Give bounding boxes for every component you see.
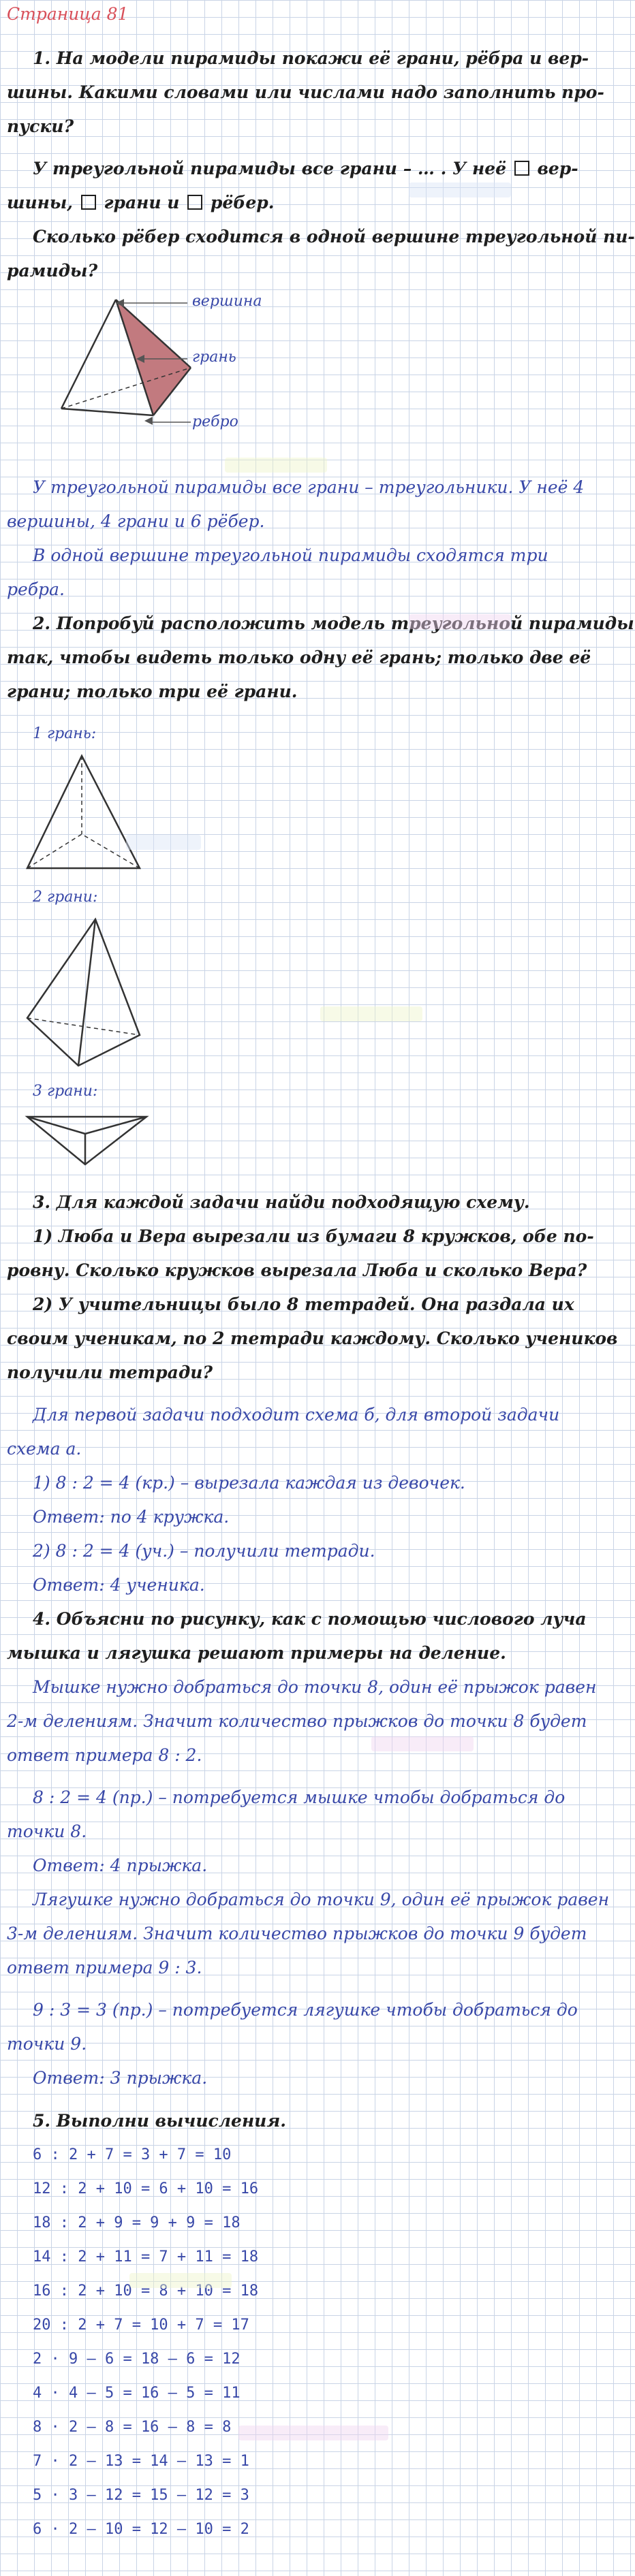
task4-answer-line: Мышке нужно добраться до точки 8, один её прыжок равен (33, 1677, 597, 1697)
task1-fill-text: рёбер. (210, 193, 275, 212)
calc-line: 6 · 2 – 10 = 12 – 10 = 2 (33, 2521, 249, 2538)
watermark-stamp (225, 458, 327, 473)
pyramid-edge (61, 300, 116, 409)
task4-answer-line: ответ примера 8 : 2. (7, 1745, 202, 1765)
task3-question-line: 1) Люба и Вера вырезали из бумаги 8 кружков, обе по- (33, 1226, 594, 1246)
task4-answer-line: ответ примера 9 : 3. (7, 1958, 202, 1977)
label-vertex: вершина (192, 293, 262, 310)
calc-line: 20 : 2 + 7 = 10 + 7 = 17 (33, 2317, 249, 2334)
calc-line: 14 : 2 + 11 = 7 + 11 = 18 (33, 2248, 259, 2265)
calc-line: 4 · 4 – 5 = 16 – 5 = 11 (33, 2385, 241, 2402)
task2-question-line: 2. Попробуй расположить модель треугольной пирамиды (33, 614, 634, 633)
task3-answer-line: 1) 8 : 2 = 4 (кр.) – вырезала каждая из девочек. (33, 1473, 465, 1493)
pyramid-edge (61, 409, 153, 415)
task3-answer-line: Ответ: 4 ученика. (33, 1575, 205, 1595)
label-three-faces: 3 грани: (33, 1083, 98, 1100)
task2-question-line: грани; только три её грани. (7, 682, 298, 701)
task3-answer-line: Для первой задачи подходит схема б, для второй задачи (33, 1405, 560, 1425)
task4-answer-line: Лягушке нужно добраться до точки 9, один её прыжок равен (33, 1890, 610, 1909)
task1-question-line: шины. Какими словами или числами надо заполнить про- (7, 82, 604, 102)
task4-answer-line: точки 8. (7, 1822, 87, 1841)
pyramid-two-faces (20, 912, 157, 1076)
task3-question-line: 3. Для каждой задачи найди подходящую схему. (33, 1192, 530, 1212)
watermark-stamp (409, 614, 511, 629)
task1-fill-line (33, 159, 578, 179)
task4-answer-line: Ответ: 3 прыжка. (33, 2068, 208, 2088)
task1-answer-line: ребра. (7, 579, 65, 599)
blank-box (514, 161, 529, 176)
task3-question-line: своим ученикам, по 2 тетради каждому. Сколько учеников (7, 1329, 618, 1348)
task1-question-line: Сколько рёбер сходится в одной вершине треугольной пи- (33, 227, 635, 247)
watermark-stamp (320, 1006, 422, 1021)
task1-answer-line: вершины, 4 грани и 6 рёбер. (7, 511, 265, 531)
task1-fill-text: вер- (537, 159, 578, 178)
watermark-stamp (238, 2426, 388, 2440)
task4-question-line: мышка и лягушка решают примеры на деление. (7, 1643, 506, 1663)
label-face: грань (192, 349, 236, 366)
task3-answer-line: схема а. (7, 1439, 82, 1459)
calc-line: 5 · 3 – 12 = 15 – 12 = 3 (33, 2487, 249, 2504)
task4-answer-line: 9 : 3 = 3 (пр.) – потребуется лягушке чтобы добраться до (33, 2000, 578, 2020)
task1-fill-text: грани и (104, 193, 180, 212)
pyramid-three-faces (20, 1107, 157, 1171)
task4-question-line: 4. Объясни по рисунку, как с помощью числового луча (33, 1609, 587, 1629)
calc-line: 2 · 9 – 6 = 18 – 6 = 12 (33, 2351, 241, 2368)
task4-answer-line: 2-м делениям. Значит количество прыжков до точки 8 будет (7, 1711, 587, 1731)
task4-answer-line: 3-м делениям. Значит количество прыжков до точки 9 будет (7, 1924, 587, 1943)
task3-answer-line: Ответ: по 4 кружка. (33, 1507, 230, 1527)
task5-title: 5. Выполни вычисления. (33, 2111, 286, 2131)
task1-question-line: 1. На модели пирамиды покажи её грани, рёбра и вер- (33, 48, 589, 68)
task4-answer-line: точки 9. (7, 2034, 87, 2054)
task3-question-line: ровну. Сколько кружков вырезала Люба и сколько Вера? (7, 1260, 587, 1280)
calc-line: 16 : 2 + 10 = 8 + 10 = 18 (33, 2283, 259, 2300)
calc-line: 12 : 2 + 10 = 6 + 10 = 16 (33, 2180, 259, 2197)
watermark-stamp (126, 835, 201, 850)
task1-answer-line: У треугольной пирамиды все грани – треугольники. У неё 4 (33, 477, 585, 497)
task3-question-line: получили тетради? (7, 1363, 213, 1382)
pyramid-one-face (20, 749, 157, 878)
task4-answer-line: Ответ: 4 прыжка. (33, 1856, 208, 1875)
task3-question-line: 2) У учительницы было 8 тетрадей. Она раздала их (33, 1294, 574, 1314)
watermark-stamp (409, 182, 511, 197)
calc-line: 7 · 2 – 13 = 14 – 13 = 1 (33, 2453, 249, 2470)
watermark-stamp (129, 2273, 232, 2288)
blank-box (81, 195, 96, 210)
calc-line: 8 · 2 – 8 = 16 – 8 = 8 (33, 2419, 232, 2436)
task1-fill-text: У треугольной пирамиды все грани – … . У неё (33, 159, 507, 178)
label-two-faces: 2 грани: (33, 889, 98, 906)
task2-question-line: так, чтобы видеть только одну её грань; только две её (7, 648, 591, 667)
arrow-head (144, 417, 153, 425)
watermark-stamp (371, 1736, 474, 1751)
label-one-face: 1 грань: (33, 725, 97, 742)
task3-answer-line: 2) 8 : 2 = 4 (уч.) – получили тетради. (33, 1541, 375, 1561)
label-edge: ребро (192, 413, 238, 430)
task1-question-line: рамиды? (7, 261, 98, 281)
page-title: Страница 81 (7, 4, 129, 24)
task1-answer-line: В одной вершине треугольной пирамиды сходятся три (33, 545, 548, 565)
blank-box (187, 195, 202, 210)
calc-line: 6 : 2 + 7 = 3 + 7 = 10 (33, 2146, 232, 2163)
task1-question-line: пуски? (7, 116, 74, 136)
task1-fill-text: шины, (7, 193, 73, 212)
calc-line: 18 : 2 + 9 = 9 + 9 = 18 (33, 2214, 241, 2231)
task4-answer-line: 8 : 2 = 4 (пр.) – потребуется мышке чтобы добраться до (33, 1787, 566, 1807)
